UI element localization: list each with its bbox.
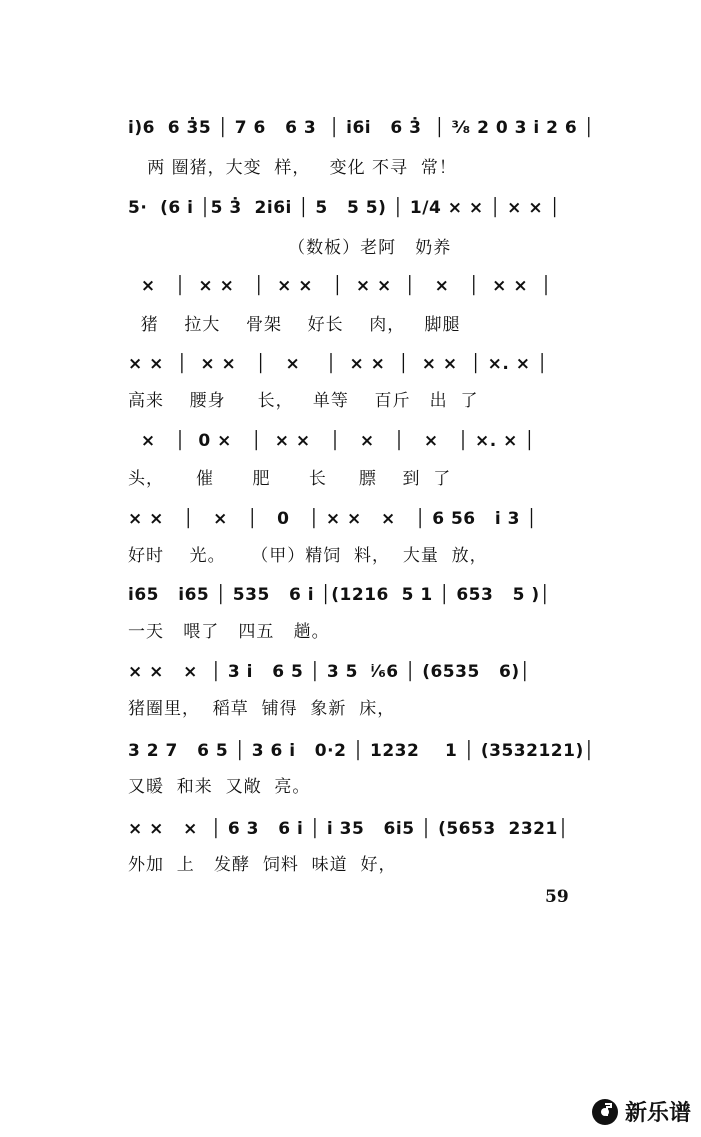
logo-text: 新乐谱: [624, 1101, 691, 1126]
notation-line-6: × × │ × │ 0 │ × × × │ 6 56 i 3 │: [128, 509, 538, 529]
lyric-line-4: 高来 腰身 长， 单等 百斤 出 了: [128, 391, 479, 411]
site-logo: [591, 1096, 691, 1127]
page-number: 59: [545, 887, 569, 907]
notation-line-9: 3 2 7 6 5 │ 3 6 i 0·2 │ 1232 1 │ (3532121)│: [128, 741, 595, 761]
lyric-line-6: 好时 光。 （甲）精饲 料， 大量 放，: [128, 546, 488, 566]
music-disc-icon: [591, 1098, 619, 1126]
notation-line-4: × × │ × × │ × │ × × │ × × │ ×. × │: [128, 354, 548, 374]
lyric-line-10: 外加 上 发酵 饲料 味道 好，: [128, 855, 397, 875]
notation-line-5: × │ 0 × │ × × │ × │ × │ ×. × │: [128, 431, 536, 451]
lyric-line-1: 两 圈猪，大变 样， 变化 不寻 常！: [128, 158, 457, 178]
notation-line-8: × × × │ 3 i 6 5 │ 3 5 ⁱ⁄₆6 │ (6535 6)│: [128, 662, 531, 682]
notation-line-2: 5· (6 i │5 3̇ 2i6i │ 5 5 5) │ 1/4 × × │ × × │: [128, 198, 561, 218]
notation-line-3: × │ × × │ × × │ × × │ × │ × × │: [128, 276, 552, 296]
notation-line-7: i65 i65 │ 535 6 i │(1216 5 1 │ 653 5 )│: [128, 585, 551, 605]
lyric-line-2: （数板）老阿 奶养: [128, 238, 452, 258]
notation-line-1: i)6 6 3̇5 │ 7 6 6 3 │ i6i 6 3̇ │ ³⁄₈ 2 0 3 i 2 6 │: [128, 118, 595, 138]
lyric-line-5: 头， 催 肥 长 膘 到 了: [128, 469, 452, 489]
lyric-line-7: 一天 喂了 四五 趟。: [128, 622, 330, 642]
lyric-line-9: 又暖 和来 又敞 亮。: [128, 777, 311, 797]
notation-line-10: × × × │ 6 3 6 i │ i 35 6i5 │ (5653 2321│: [128, 819, 569, 839]
lyric-line-3: 猪 拉大 骨架 好长 肉， 脚腿: [128, 315, 461, 335]
lyric-line-8: 猪圈里， 稻草 铺得 象新 床，: [128, 699, 396, 719]
